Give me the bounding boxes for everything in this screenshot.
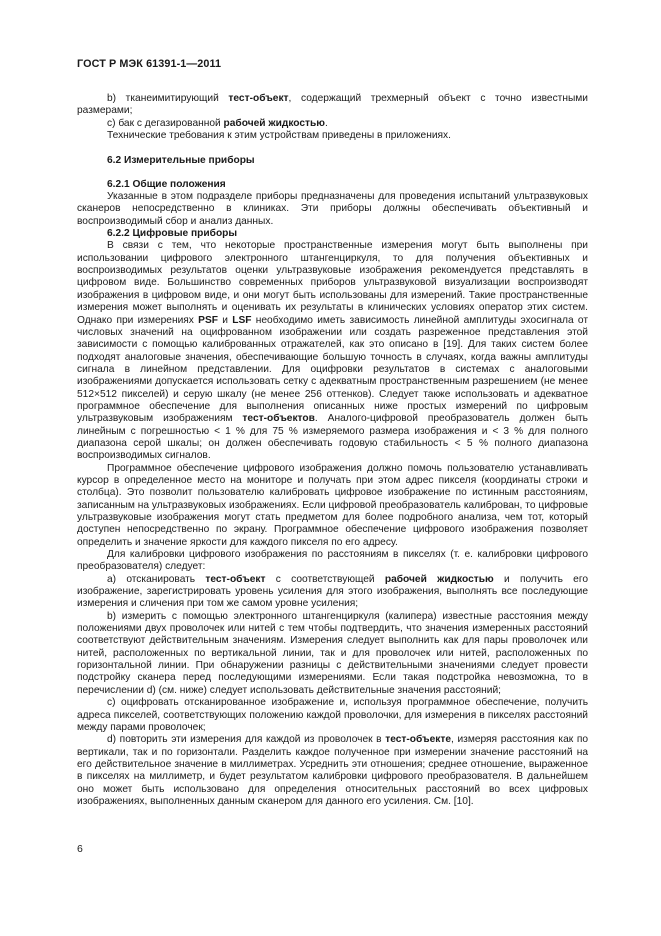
paragraph-digital-3: Для калибровки цифрового изображения по расстояниям в пикселях (т. е. калибровки цифрового преобразователя) следует: — [77, 549, 588, 573]
section-heading-6-2-2: 6.2.2 Цифровые приборы — [107, 228, 238, 240]
list-item-b — [77, 93, 588, 118]
bold-term: PSF — [198, 314, 218, 326]
bold-term: тест-объекте — [385, 734, 452, 746]
list-item-a — [77, 574, 588, 611]
text-run: d) повторить эти измерения для каждой из проволочек в — [107, 734, 386, 746]
list-item-b2: b) измерить с помощью электронного штангенциркуля (калипера) известные расстояния между положениями двух проволочек или нитей с тем чтобы подтвердить, что значения измеренных расстояний соответствуют действительным значениям. Измерения следует выполнить как для пары проволочек или нитей, расположенных по вертикальной линии, так и для проволочек или нитей, расположенных по горизонтальной линии. При обнаружении разницы с действительными значениями следует провести подстройку сканера перед последующими измерениями. Если такая подстройка невозможна, то в перечислении d) (см. ниже) следует использовать действительные значения расстояний; — [77, 610, 588, 696]
text-run: , содержащий трехмерный объект с точно известными размерами; — [77, 93, 588, 117]
bold-term: тест-объект — [205, 573, 266, 585]
list-item-c — [77, 118, 588, 130]
section-heading-6-2-1: 6.2.1 Общие положения — [107, 178, 226, 190]
bold-term: рабочей жидкостью — [384, 573, 494, 585]
text-run: и получить его изображение, зарегистрировать уровень усиления для этого изображения, выполнять все последующие измерения и сличения при том же самом уровне усиления; — [77, 573, 588, 610]
bold-term: LSF — [232, 314, 252, 326]
text-run: , измеряя расстояния как по вертикали, так и по горизонтали. Разделить каждое полученное при измерении значение расстояний на его действительное значение в миллиметрах. Усреднить эти отношения; среднее отношение, выраженное в пикселях на миллиметр, и будет результатом калибровки цифрового преобразователя. В дальнейшем оно может быть использовано для определения относительных расстояний во всех цифровых изображениях, выполненных данным сканером для данного его усиления. См. [10]. — [77, 734, 589, 807]
text-run: с соответствующей — [265, 573, 385, 585]
text-run: c) бак с дегазированной — [107, 117, 224, 129]
text-run: необходимо иметь зависимость линейной амплитуды эхосигнала от числовых значений на оцифрованном изображении или создать разреженное представления этой зависимости с помощью калиброванных отражателей, как это описано в [19]. Для таких систем более подходят аналоговые значения, обеспечивающие большую точность в случаях, когда важны амплитуды сигнала в линейном представлении. Для оцифровки результатов в системах с аналоговыми изображениями допускается использовать сетку с адекватным пространственным разрешением (не менее 512×512 пикселей) и серую шкалу (не менее 256 оттенков). Следует также использовать и адекватное программное обеспечение для выполнения описанных ниже простых измерений по цифровым ультразвуковым изображениям — [77, 314, 588, 425]
page-header: ГОСТ Р МЭК 61391-1—2011 — [77, 58, 222, 70]
list-item-d — [77, 734, 588, 808]
paragraph-digital-2: Программное обеспечение цифрового изображения должно помочь пользователю устанавливать курсор в определенное место на мониторе и получать при этом адрес пикселя (координаты строки и столбца). Это позволит пользователю калибровать цифровое изображение по истинным расстояниям, записанным на ультразвуковых изображениях. Если цифровой преобразователь калиброван, то цифровые ультразвуковые изображения могут стать предметом для более подробного анализа, чем тот, который доступен непосредственно по экрану. Программное обеспечение цифрового изображения позволяет определить и значение яркости для каждого пикселя по его адресу. — [77, 462, 588, 548]
page-body — [77, 93, 588, 808]
bold-term: рабочей жидкостью — [223, 117, 325, 129]
paragraph-general: Указанные в этом подразделе приборы предназначены для проведения испытаний ультразвуковых сканеров непосредственно в клиниках. Эти приборы должны обеспечивать объективный и воспроизводимый сбор и анализ данных. — [77, 191, 588, 227]
bold-term: тест-объект — [228, 93, 289, 104]
paragraph-digital-1 — [77, 240, 588, 462]
text-run: a) отсканировать — [107, 573, 206, 585]
text-run: b) тканеимитирующий — [107, 93, 229, 104]
bold-term: тест-объектов — [242, 413, 315, 425]
list-item-c2: c) оцифровать отсканированное изображение и, используя программное обеспечение, получить адреса пикселей, соответствующих положению каждой проволочки, для измерения в пикселях расстояний между парами проволочек; — [77, 697, 588, 733]
intro-note: Технические требования к этим устройствам приведены в приложениях. — [107, 130, 451, 142]
text-run: В связи с тем, что некоторые пространственные измерения могут быть выполнены при использовании цифрового электронного штангенциркуля, то для получения объективных и воспроизводимых результатов оценки ультразвуковые изображения рекомендуется представлять в цифровом виде. Большинство современных приборов ультразвуковой визуализации воспроизводят изображения в цифровом виде, и они могут быть использованы для измерений. Такие пространственные измерения может выполнять и оценивать их результаты в клинических условиях оператор этих систем. Однако при измерениях — [77, 240, 588, 326]
section-heading-6-2: 6.2 Измерительные приборы — [107, 155, 255, 167]
text-run: . — [325, 117, 328, 129]
page-number: 6 — [77, 843, 83, 855]
text-run: и — [217, 314, 233, 326]
text-run: . Аналого-цифровой преобразователь должен быть линейным с погрешностью < 1 % для 75 % измеряемого размера изображения и < 3 % для полного диапазона серой шкалы; он должен обеспечивать годовую стабильность < 5 % полного диапазона воспроизводимых сигналов. — [77, 413, 588, 462]
